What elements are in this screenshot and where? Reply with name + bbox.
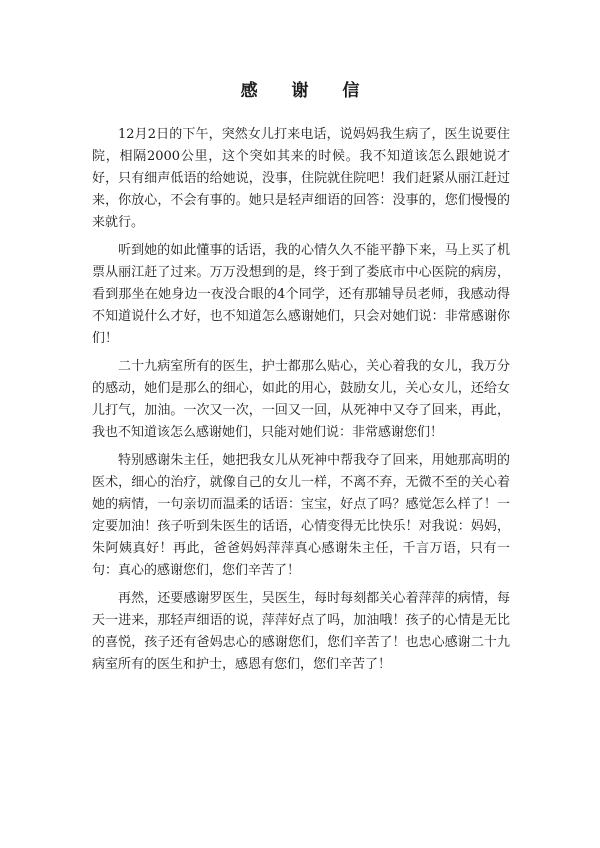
letter-paragraph-2: 听到她的如此懂事的话语，我的心情久久不能平静下来，马上买了机票从丽江赶了过来。万万没想到的是，终于到了娄底市中心医院的病房，看到那坐在她身边一夜没合眼的4个同学，还有那辅导员老师，我感动得不知道说什么才好，也不知道怎么感谢她们，只会对她们说：非常感谢你们！ xyxy=(92,243,510,346)
letter-body xyxy=(92,124,510,682)
letter-title: 感 谢 信 xyxy=(240,81,374,101)
letter-paragraph-5: 再然，还要感谢罗医生，吴医生，每时每刻都关心着萍萍的病情，每天一进来，那轻声细语的说，萍萍好点了吗，加油哦！孩子的心情是无比的喜悦，孩子还有爸妈忠心的感谢您们，您们辛苦了！也忠心感谢二十九病室所有的医生和护士，感恩有您们，您们辛苦了！ xyxy=(92,591,510,672)
letter-paragraph-4: 特别感谢朱主任，她把我女儿从死神中帮我夺了回来，用她那高明的医术，细心的治疗，就像自己的女儿一样，不离不弃，无微不至的关心着她的病情，一句亲切而温柔的话语：宝宝，好点了吗？感觉怎么样了！一定要加油！孩子听到朱医生的话语，心情变得无比快乐！对我说：妈妈，朱阿姨真好！再此，爸爸妈妈萍萍真心感谢朱主任，千言万语，只有一句：真心的感谢您们，您们辛苦了！ xyxy=(92,453,510,578)
letter-paragraph-3: 二十九病室所有的医生，护士都那么贴心，关心着我的女儿，我万分的感动，她们是那么的细心，如此的用心，鼓励女儿，关心女儿，还给女儿打气，加油。一次又一次，一回又一回，从死神中又夺了回来，再此，我也不知道该怎么感谢她们，只能对她们说：非常感谢您们！ xyxy=(92,359,510,440)
letter-paragraph-1: 12月2日的下午，突然女儿打来电话，说妈妈我生病了，医生说要住院，相隔2000公里，这个突如其来的时候。我不知道该怎么跟她说才好，只有细声低语的给她说，没事，住院就住院吧！我们赶紧从丽江赶过来，你放心，不会有事的。她只是轻声细语的回答：没事的，您们慢慢的来就行。 xyxy=(92,127,510,230)
